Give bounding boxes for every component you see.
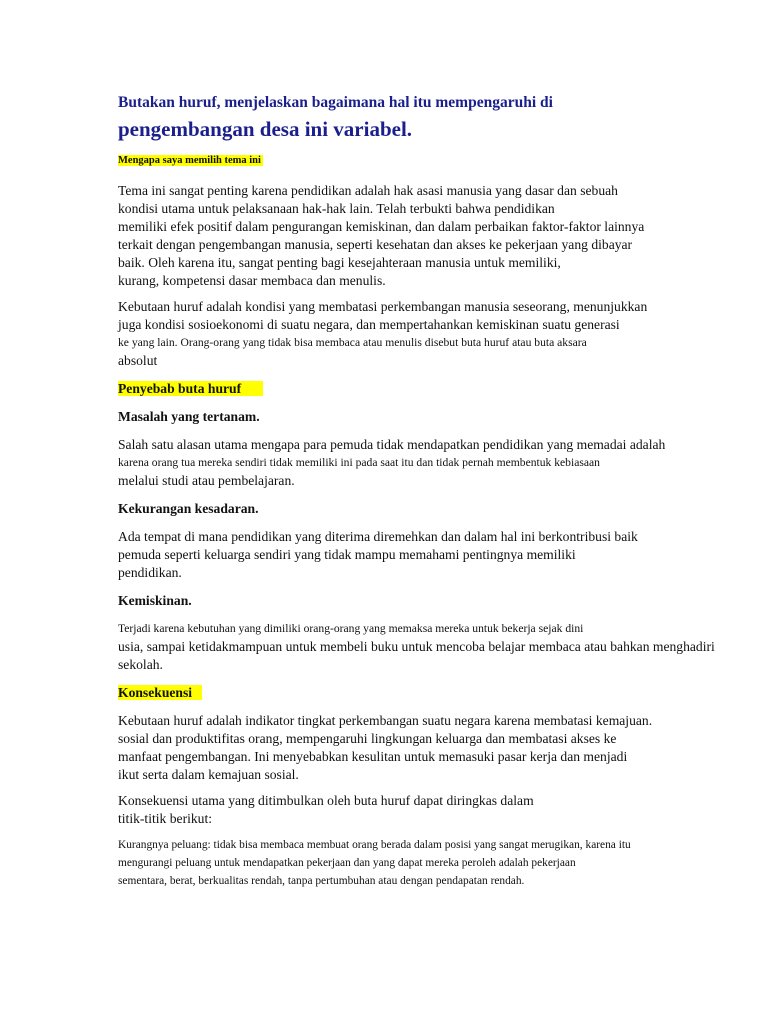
text-line: Tema ini sangat penting karena pendidikan adalah hak asasi manusia yang dasar dan sebuah: [118, 183, 618, 198]
text-line: manfaat pengembangan. Ini menyebabkan kesulitan untuk memasuki pasar kerja dan menjadi: [118, 749, 628, 764]
text-line: usia, sampai ketidakmampuan untuk membeli buku untuk mencoba belajar membaca atau bahkan menghadiri: [118, 639, 715, 654]
cause-3-text: [118, 620, 738, 674]
text-line: baik. Oleh karena itu, sangat penting bagi kesejahteraan manusia untuk memiliki,: [118, 255, 561, 270]
subtitle-text: Mengapa saya memilih tema ini: [118, 155, 261, 166]
text-line: Ada tempat di mana pendidikan yang diterima diremehkan dan dalam hal ini berkontribusi baik: [118, 529, 638, 544]
text-line: kurang, kompetensi dasar membaca dan menulis.: [118, 273, 386, 288]
text-line: Konsekuensi utama yang ditimbulkan oleh buta huruf dapat diringkas dalam: [118, 793, 534, 808]
heading-causes: [118, 380, 738, 398]
text-line: sosial dan produktifitas orang, mempengaruhi lingkungan keluarga dan membatasi akses ke: [118, 731, 617, 746]
cause-1-text: [118, 436, 738, 490]
cause-3-title: Kemiskinan.: [118, 593, 192, 608]
paragraph-definition: [118, 298, 738, 370]
consequences-text: [118, 712, 738, 784]
heading-causes-text: Penyebab buta huruf: [118, 381, 263, 396]
title-line-2: pengembangan desa ini variabel.: [118, 117, 413, 141]
text-line: ikut serta dalam kemajuan sosial.: [118, 767, 299, 782]
text-line: absolut: [118, 353, 158, 368]
text-line: Kebutaan huruf adalah kondisi yang membatasi perkembangan manusia seseorang, menunjukkan: [118, 299, 648, 314]
text-line: Kebutaan huruf adalah indikator tingkat perkembangan suatu negara karena membatasi kemajuan.: [118, 713, 653, 728]
title-line-1: Butakan huruf, menjelaskan bagaimana hal itu mempengaruhi di: [118, 94, 553, 111]
text-line: ke yang lain. Orang-orang yang tidak bisa membaca atau menulis disebut buta huruf atau buta aksara: [118, 336, 587, 349]
subtitle: [118, 154, 738, 168]
text-line: terkait dengan pengembangan manusia, seperti kesehatan dan akses ke pekerjaan yang dibayar: [118, 237, 633, 252]
text-line: Salah satu alasan utama mengapa para pemuda tidak mendapatkan pendidikan yang memadai adalah: [118, 437, 666, 452]
cause-1-title: Masalah yang tertanam.: [118, 409, 260, 424]
text-line: titik-titik berikut:: [118, 811, 213, 826]
paragraph-intro: [118, 182, 738, 290]
text-line: sekolah.: [118, 657, 163, 672]
text-line: pemuda seperti keluarga sendiri yang tidak mampu memahami pentingnya memiliki: [118, 547, 576, 562]
text-line: Terjadi karena kebutuhan yang dimiliki orang-orang yang memaksa mereka untuk bekerja sejak dini: [118, 622, 584, 635]
text-line: pendidikan.: [118, 565, 182, 580]
cause-2-title: Kekurangan kesadaran.: [118, 501, 259, 516]
cause-2-text: [118, 528, 738, 582]
text-line: sementara, berat, berkualitas rendah, tanpa pertumbuhan atau dengan pendapatan rendah.: [118, 875, 525, 887]
text-line: juga kondisi sosioekonomi di suatu negara, dan mempertahankan kemiskinan suatu generasi: [118, 317, 620, 332]
heading-consequences-text: Konsekuensi: [118, 685, 202, 700]
text-line: memiliki efek positif dalam pengurangan kemiskinan, dan dalam perbaikan faktor-faktor lainnya: [118, 219, 645, 234]
document-page: [118, 92, 738, 890]
text-line: melalui studi atau pembelajaran.: [118, 473, 295, 488]
consequences-intro: [118, 792, 738, 828]
heading-consequences: [118, 684, 738, 702]
consequence-point: [118, 836, 738, 890]
text-line: Kurangnya peluang: tidak bisa membaca membuat orang berada dalam posisi yang sangat merugikan, karena itu: [118, 839, 631, 851]
text-line: karena orang tua mereka sendiri tidak memiliki ini pada saat itu dan tidak pernah membentuk kebiasaan: [118, 456, 600, 469]
text-line: mengurangi peluang untuk mendapatkan pekerjaan dan yang dapat mereka peroleh adalah pekerjaan: [118, 857, 576, 869]
text-line: kondisi utama untuk pelaksanaan hak-hak lain. Telah terbukti bahwa pendidikan: [118, 201, 555, 216]
